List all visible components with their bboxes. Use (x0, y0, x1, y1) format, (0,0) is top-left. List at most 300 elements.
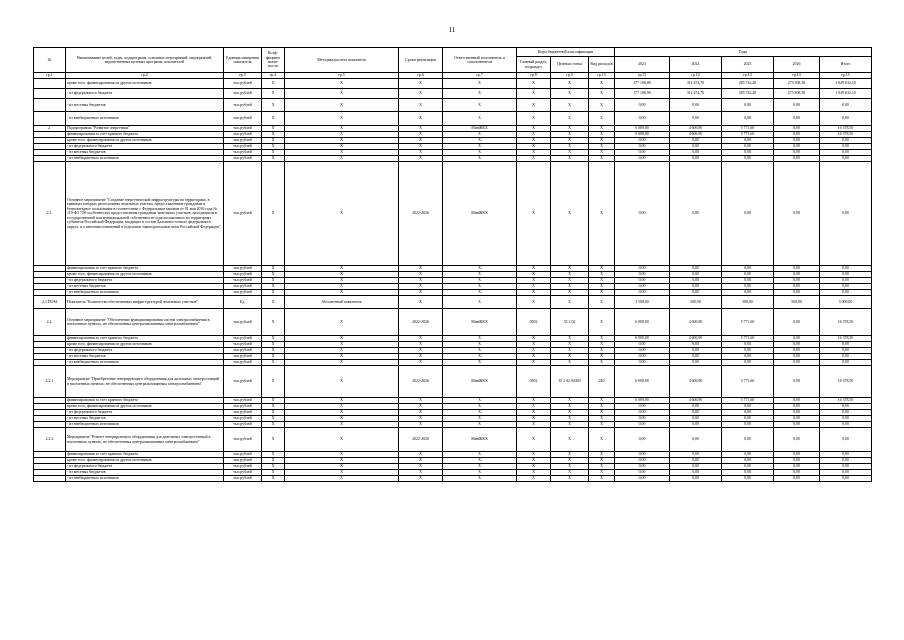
row-vr: X (589, 296, 615, 309)
row-value-2025: 0,00 (722, 99, 774, 112)
row-vr: X (589, 89, 615, 99)
row-value-2025: 5 771,60 (722, 126, 774, 132)
row-csr: X (551, 272, 589, 278)
col-index: гр.3 (224, 73, 262, 79)
row-value-2024: 4 606,90 (670, 126, 722, 132)
row-method: X (285, 354, 399, 360)
row-executor: X (443, 404, 517, 410)
row-coef: X (262, 416, 285, 422)
row-value-total: 0,00 (820, 476, 872, 482)
header-year-2024: 2024 (670, 57, 722, 73)
row-value-2025: 500,00 (722, 296, 774, 309)
row-value-2024: 4 606,90 (670, 309, 722, 336)
row-coef: X (262, 336, 285, 342)
row-value-2025: 0,00 (722, 272, 774, 278)
row-value-2026: 275 308,30 (774, 89, 820, 99)
row-name: - из внебюджетных источников (66, 112, 224, 126)
row-vr: X (589, 354, 615, 360)
row-value-2024: 0,00 (670, 144, 722, 150)
row-csr: X (551, 112, 589, 126)
row-glav: X (517, 99, 551, 112)
row-unit: тыс.рублей (224, 150, 262, 156)
row-unit: тыс.рублей (224, 360, 262, 366)
row-value-2025: 0,00 (722, 428, 774, 452)
row-method: X (285, 162, 399, 266)
row-name: - из местных бюджетов (66, 470, 224, 476)
table-row (34, 79, 872, 89)
row-terms: X (399, 138, 443, 144)
row-unit: тыс.рублей (224, 422, 262, 428)
row-method: X (285, 452, 399, 458)
row-method: X (285, 144, 399, 150)
table-row (34, 112, 872, 126)
row-value-total: 0,00 (820, 458, 872, 464)
row-name: Подпрограмма "Развитие энергетики" (66, 126, 224, 132)
row-vr: X (589, 464, 615, 470)
row-glav: X (517, 156, 551, 162)
row-value-2023: 0,00 (615, 138, 670, 144)
row-name: - из внебюджетных источников (66, 156, 224, 162)
row-csr: X (551, 150, 589, 156)
row-terms: X (399, 336, 443, 342)
row-value-2024: 0,00 (670, 360, 722, 366)
row-coef: X (262, 452, 285, 458)
row-name: Мероприятие "Ремонт генерирующего оборудования для дизельных электростанций в населенных пунктах, не обеспеченных централизованным электроснабжением" (66, 428, 224, 452)
table-row (34, 476, 872, 482)
row-method: X (285, 464, 399, 470)
header-year-2023: 2023 (615, 57, 670, 73)
row-number: 2.1. (34, 162, 66, 266)
row-terms: X (399, 342, 443, 348)
row-value-total: 16 378,50 (820, 336, 872, 342)
row-coef: X (262, 342, 285, 348)
row-method: X (285, 150, 399, 156)
row-value-2024: 311 474,70 (670, 89, 722, 99)
row-vr: X (589, 79, 615, 89)
row-coef: X (262, 366, 285, 398)
row-vr: X (589, 422, 615, 428)
row-value-2025: 5 771,60 (722, 366, 774, 398)
row-executor: X (443, 348, 517, 354)
row-coef: X (262, 296, 285, 309)
row-glav: X (517, 422, 551, 428)
header-year-2025: 2025 (722, 57, 774, 73)
row-coef: X (262, 266, 285, 272)
row-value-2026: 0,00 (774, 452, 820, 458)
row-glav: X (517, 416, 551, 422)
row-executor: X (443, 464, 517, 470)
row-glav: X (517, 360, 551, 366)
row-value-2023: 0,00 (615, 410, 670, 416)
row-vr: X (589, 99, 615, 112)
row-executor: X (443, 452, 517, 458)
row-method: X (285, 360, 399, 366)
row-glav: X (517, 464, 551, 470)
row-coef: X (262, 138, 285, 144)
row-executor: X (443, 458, 517, 464)
row-value-2026: 0,00 (774, 410, 820, 416)
row-vr: X (589, 144, 615, 150)
row-value-total: 0,00 (820, 360, 872, 366)
table-row (34, 296, 872, 309)
row-name: - из федерального бюджета (66, 410, 224, 416)
row-vr: X (589, 266, 615, 272)
header-unit: Единица измерения показателя (224, 48, 262, 73)
row-value-2026: 0,00 (774, 126, 820, 132)
row-value-2026: 0,00 (774, 132, 820, 138)
row-executor: X (443, 138, 517, 144)
header-name: Наименование целей, задач, подпрограмм, основных мероприятий, мероприятий, ведомственных целевых программ, показателей (66, 48, 224, 73)
row-terms: X (399, 156, 443, 162)
row-number (34, 112, 66, 126)
row-terms: 2022-2026 (399, 309, 443, 336)
row-value-2026: 0,00 (774, 422, 820, 428)
row-terms: X (399, 470, 443, 476)
row-vr: X (589, 336, 615, 342)
row-value-2024: 0,00 (670, 416, 722, 422)
row-executor: X (443, 156, 517, 162)
row-name: Показатель "Количество обеспеченных инфраструктурой земельных участков" (66, 296, 224, 309)
row-value-2023: 0,00 (615, 99, 670, 112)
row-terms: X (399, 296, 443, 309)
col-index: гр.9 (551, 73, 589, 79)
row-method: X (285, 470, 399, 476)
row-method: X (285, 422, 399, 428)
row-vr: 240 (589, 366, 615, 398)
row-value-2024: 500,00 (670, 296, 722, 309)
table-row (34, 162, 872, 266)
row-value-2023: 0,00 (615, 272, 670, 278)
row-value-2026: 0,00 (774, 476, 820, 482)
row-executor: X (443, 266, 517, 272)
row-value-2026: 0,00 (774, 112, 820, 126)
row-executor: X (443, 290, 517, 296)
row-unit: тыс.рублей (224, 404, 262, 410)
page-number: 11 (448, 26, 456, 34)
row-name: - из местных бюджетов (66, 354, 224, 360)
row-csr: X (551, 99, 589, 112)
row-executor: X (443, 296, 517, 309)
row-value-2026: 0,00 (774, 144, 820, 150)
row-terms: X (399, 416, 443, 422)
row-csr: X (551, 266, 589, 272)
row-vr: X (589, 404, 615, 410)
row-unit: тыс.рублей (224, 348, 262, 354)
row-terms: X (399, 99, 443, 112)
row-value-total: 0,00 (820, 452, 872, 458)
row-coef: X (262, 162, 285, 266)
row-name: финансирования за счет краевого бюджета (66, 266, 224, 272)
row-vr: X (589, 150, 615, 156)
row-value-2025: 0,00 (722, 452, 774, 458)
row-name: - из федерального бюджета (66, 464, 224, 470)
row-executor: X (443, 144, 517, 150)
row-executor: X (443, 410, 517, 416)
table-body (34, 79, 872, 482)
row-glav: X (517, 266, 551, 272)
row-coef: X (262, 348, 285, 354)
row-coef: X (262, 99, 285, 112)
row-terms: 2022-2026 (399, 366, 443, 398)
row-value-2025: 0,00 (722, 138, 774, 144)
row-glav: X (517, 428, 551, 452)
row-unit: тыс.рублей (224, 278, 262, 284)
row-csr: X (551, 348, 589, 354)
header-years: Годы (615, 48, 872, 57)
table-row (34, 99, 872, 112)
row-value-2024: 4 606,90 (670, 336, 722, 342)
row-executor: X (443, 112, 517, 126)
row-unit: тыс.рублей (224, 162, 262, 266)
col-index: гр.4 (262, 73, 285, 79)
row-vr: X (589, 410, 615, 416)
row-value-2023: 0,00 (615, 470, 670, 476)
row-csr: X (551, 422, 589, 428)
row-value-2025: 0,00 (722, 354, 774, 360)
row-value-2025: 5 771,60 (722, 132, 774, 138)
row-glav: X (517, 272, 551, 278)
row-executor: X (443, 150, 517, 156)
row-value-total: 0,00 (820, 410, 872, 416)
row-name: кроме того, финансирования из других источников: (66, 138, 224, 144)
row-unit: тыс.рублей (224, 354, 262, 360)
row-coef: X (262, 470, 285, 476)
row-glav: 0502 (517, 309, 551, 336)
row-terms: X (399, 410, 443, 416)
row-value-2025: 0,00 (722, 144, 774, 150)
row-value-2025: 0,00 (722, 150, 774, 156)
row-executor: X (443, 272, 517, 278)
header-vr: Вид расходов (589, 57, 615, 73)
header-num: № (34, 48, 66, 73)
row-vr: X (589, 112, 615, 126)
row-value-2025: 0,00 (722, 290, 774, 296)
row-glav: X (517, 126, 551, 132)
row-value-2023: 0,00 (615, 354, 670, 360)
row-value-total: 16 378,50 (820, 126, 872, 132)
row-value-2025: 0,00 (722, 476, 774, 482)
row-name: - из внебюджетных источников (66, 476, 224, 482)
row-glav: X (517, 89, 551, 99)
row-glav: X (517, 162, 551, 266)
row-method: X (285, 404, 399, 410)
row-terms: X (399, 404, 443, 410)
row-value-total: 0,00 (820, 290, 872, 296)
row-value-total: 0,00 (820, 416, 872, 422)
row-value-2026: 0,00 (774, 398, 820, 404)
row-coef: X (262, 458, 285, 464)
row-csr: X (551, 464, 589, 470)
row-value-2023: 3 500,00 (615, 296, 670, 309)
row-unit: тыс.рублей (224, 89, 262, 99)
row-executor: X (443, 79, 517, 89)
col-index: гр.7 (443, 73, 517, 79)
row-unit: тыс.рублей (224, 156, 262, 162)
row-terms: X (399, 354, 443, 360)
row-value-2024: 0,00 (670, 354, 722, 360)
row-vr: X (589, 278, 615, 284)
row-value-2024: 4 606,90 (670, 132, 722, 138)
row-executor: X (443, 416, 517, 422)
row-executor: X (443, 336, 517, 342)
row-csr: X (551, 476, 589, 482)
row-value-total: 0,00 (820, 342, 872, 348)
row-unit: тыс.рублей (224, 79, 262, 89)
row-value-2026: 0,00 (774, 309, 820, 336)
row-value-2025: 5 771,60 (722, 336, 774, 342)
row-coef: X (262, 150, 285, 156)
row-value-2025: 0,00 (722, 458, 774, 464)
row-value-total: 16 378,50 (820, 366, 872, 398)
row-glav: X (517, 79, 551, 89)
row-number (34, 99, 66, 112)
row-method: X (285, 112, 399, 126)
row-method: X (285, 132, 399, 138)
row-value-2024: 0,00 (670, 404, 722, 410)
row-csr: X (551, 278, 589, 284)
row-vr: X (589, 416, 615, 422)
row-value-2026: 0,00 (774, 458, 820, 464)
row-value-2026: 0,00 (774, 266, 820, 272)
row-number: 2.2.1 (34, 366, 66, 398)
row-csr: X (551, 162, 589, 266)
row-vr: X (589, 290, 615, 296)
row-unit: тыс.рублей (224, 366, 262, 398)
row-coef: X (262, 272, 285, 278)
row-value-2023: 177 106,90 (615, 79, 670, 89)
row-value-2026: 0,00 (774, 156, 820, 162)
row-vr: X (589, 156, 615, 162)
row-method: X (285, 348, 399, 354)
row-value-2023: 0,00 (615, 452, 670, 458)
row-value-2026: 0,00 (774, 416, 820, 422)
row-value-2025: 0,00 (722, 422, 774, 428)
row-value-2023: 0,00 (615, 112, 670, 126)
row-value-2023: 6 000,00 (615, 398, 670, 404)
row-value-2023: 177 106,90 (615, 89, 670, 99)
row-terms: X (399, 150, 443, 156)
row-method: X (285, 79, 399, 89)
row-method: X (285, 366, 399, 398)
row-unit: тыс.рублей (224, 476, 262, 482)
row-method: X (285, 290, 399, 296)
row-executor: X (443, 342, 517, 348)
row-method: X (285, 278, 399, 284)
row-csr: X (551, 452, 589, 458)
row-value-total: 0,00 (820, 112, 872, 126)
row-terms: X (399, 132, 443, 138)
row-value-2024: 4 606,90 (670, 398, 722, 404)
row-name: кроме того, финансирования из других источников: (66, 458, 224, 464)
row-method: X (285, 266, 399, 272)
row-value-2025: 0,00 (722, 360, 774, 366)
row-value-total: 5 000,00 (820, 296, 872, 309)
row-value-2023: 6 000,00 (615, 336, 670, 342)
row-value-total: 0,00 (820, 150, 872, 156)
row-value-2024: 0,00 (670, 156, 722, 162)
row-value-2025: 0,00 (722, 410, 774, 416)
row-name: финансирования за счет краевого бюджета (66, 132, 224, 138)
row-value-2024: 0,00 (670, 428, 722, 452)
row-unit: тыс.рублей (224, 112, 262, 126)
row-unit: тыс.рублей (224, 342, 262, 348)
row-number: 2.1.ПОМ (34, 296, 66, 309)
col-index: гр.12 (670, 73, 722, 79)
row-coef: X (262, 284, 285, 290)
row-value-2023: 0,00 (615, 404, 670, 410)
row-glav: X (517, 470, 551, 476)
row-value-2025: 0,00 (722, 348, 774, 354)
row-method: X (285, 410, 399, 416)
row-value-2025: 0,00 (722, 284, 774, 290)
row-unit: тыс.рублей (224, 428, 262, 452)
row-unit: тыс.рублей (224, 284, 262, 290)
row-value-2026: 0,00 (774, 360, 820, 366)
row-value-2024: 0,00 (670, 112, 722, 126)
row-csr: X (551, 398, 589, 404)
row-vr: X (589, 458, 615, 464)
row-name: - из внебюджетных источников (66, 290, 224, 296)
col-index: гр.14 (774, 73, 820, 79)
row-value-2026: 0,00 (774, 342, 820, 348)
row-coef: X (262, 79, 285, 89)
row-name: Основное мероприятие "Обеспечение функционирования систем электроснабжения в населенных пунктах, не обеспеченных централизованным электроснабжением" (66, 309, 224, 336)
row-value-2024: 0,00 (670, 290, 722, 296)
row-csr: X (551, 470, 589, 476)
row-value-2026: 0,00 (774, 162, 820, 266)
row-value-2023: 0,00 (615, 464, 670, 470)
row-method: X (285, 336, 399, 342)
row-vr: X (589, 309, 615, 336)
row-value-2023: 0,00 (615, 284, 670, 290)
row-value-2026: 0,00 (774, 404, 820, 410)
row-glav: X (517, 354, 551, 360)
row-value-2026: 0,00 (774, 366, 820, 398)
table-row (34, 428, 872, 452)
row-csr: X (551, 336, 589, 342)
col-index: гр.11 (615, 73, 670, 79)
row-unit: тыс.рублей (224, 99, 262, 112)
row-terms: X (399, 290, 443, 296)
row-name: финансирования за счет краевого бюджета (66, 398, 224, 404)
row-terms: X (399, 476, 443, 482)
program-table (33, 47, 872, 482)
row-value-total: 16 378,50 (820, 132, 872, 138)
row-executor: X (443, 132, 517, 138)
row-vr: X (589, 428, 615, 452)
table-row (34, 309, 872, 336)
row-terms: X (399, 112, 443, 126)
row-value-2024: 0,00 (670, 150, 722, 156)
row-value-2023: 0,00 (615, 278, 670, 284)
row-coef: X (262, 404, 285, 410)
row-value-2026: 0,00 (774, 428, 820, 452)
row-value-2023: 6 000,00 (615, 366, 670, 398)
row-coef: X (262, 398, 285, 404)
row-vr: X (589, 452, 615, 458)
row-value-2023: 0,00 (615, 290, 670, 296)
row-number: 2. (34, 126, 66, 132)
row-unit: тыс.рублей (224, 416, 262, 422)
row-method: X (285, 89, 399, 99)
row-number (34, 89, 66, 99)
row-glav: X (517, 348, 551, 354)
row-glav: X (517, 132, 551, 138)
row-value-2026: 500,00 (774, 296, 820, 309)
row-glav: X (517, 458, 551, 464)
row-coef: X (262, 410, 285, 416)
row-unit: тыс.рублей (224, 138, 262, 144)
